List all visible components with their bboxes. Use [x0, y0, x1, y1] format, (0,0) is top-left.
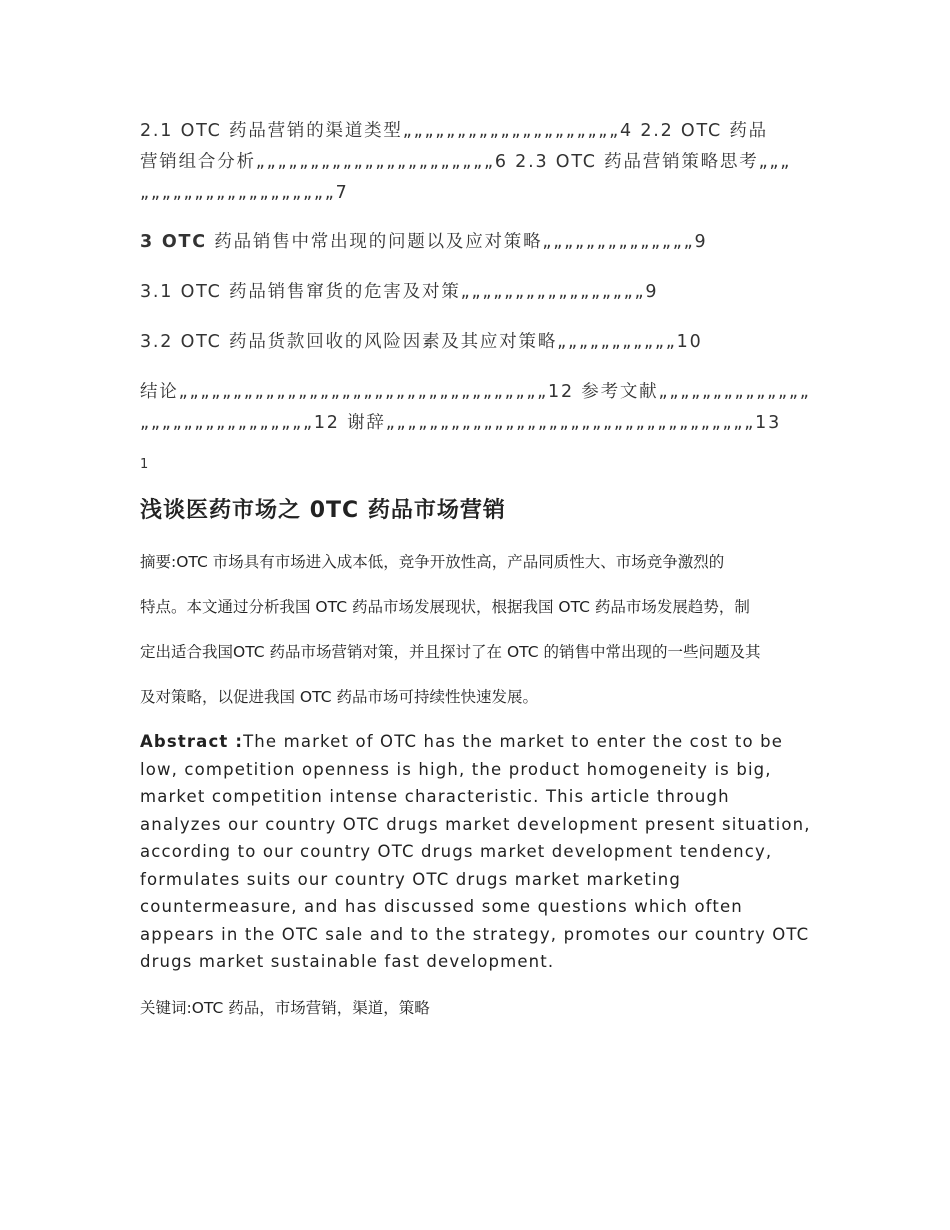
toc-entry-2-1: 2.1 OTC 药品营销的渠道类型„„„„„„„„„„„„„„„„„„„„4 2.2 OTC 药品 — [140, 121, 768, 141]
keywords: 关键词:OTC 药品，市场营销，渠道，策略 — [140, 998, 430, 1017]
toc-entry-acknowledgement: „„„„„„„„„„„„„„„„12 谢辞„„„„„„„„„„„„„„„„„„„„„„„„„„„„„„„„„„13 — [140, 413, 782, 433]
abstract-en — [140, 728, 812, 976]
title-prefix: 浅谈医药市场之 — [140, 498, 302, 523]
toc-section-2 — [140, 116, 812, 209]
toc-entry-3-1: 3.1 OTC 药品销售窜货的危害及对策„„„„„„„„„„„„„„„„„9 — [140, 282, 659, 302]
toc-entry-2-2: 营销组合分析„„„„„„„„„„„„„„„„„„„„„„6 2.3 OTC 药品营销策略思考„„„ — [140, 152, 792, 172]
toc-section-end — [140, 377, 812, 439]
abstract-en-label: Abstract : — [140, 732, 244, 751]
toc-entry-chapter-3 — [140, 227, 812, 258]
abstract-cn-paragraph-3: 定出适合我国OTC 药品市场营销对策，并且探讨了在 OTC 的销售中常出现的一些问题及其 — [140, 643, 761, 661]
toc-chapter-3-title: 药品销售中常出现的问题以及应对策略„„„„„„„„„„„„„„9 — [206, 232, 708, 252]
abstract-en-text: The market of OTC has the market to enter the cost to be low, competition openness is high, the product homogeneity is big, market competition intense characteristic. This article through analyzes our country OTC drugs market development present situation, according to our country OTC drugs market development tendency, formulates suits our country OTC drugs market marketing countermeasure, and has discussed some questions which often appears in the OTC sale and to the strategy, promotes our country OTC drugs market sustainable fast development. — [140, 732, 811, 971]
page-number: 1 — [140, 457, 149, 472]
abstract-cn-paragraph-1: 摘要:OTC 市场具有市场进入成本低，竞争开放性高，产品同质性大、市场竞争激烈的 — [140, 553, 725, 571]
title-suffix: 药品市场营销 — [367, 498, 506, 523]
toc-entry-2-3: „„„„„„„„„„„„„„„„„„7 — [140, 183, 349, 203]
toc-entry-3-2: 3.2 OTC 药品货款回收的风险因素及其应对策略„„„„„„„„„„„10 — [140, 332, 703, 352]
toc-entry-conclusion: 结论„„„„„„„„„„„„„„„„„„„„„„„„„„„„„„„„„„12 参考文献„„„„„„„„„„„„„„ — [140, 382, 811, 402]
abstract-cn-paragraph-4: 及对策略，以促进我国 OTC 药品市场可持续性快速发展。 — [140, 688, 538, 706]
toc-chapter-3-number: 3 OTC — [140, 232, 207, 252]
page-content — [140, 116, 812, 1022]
title-bold: 0TC — [309, 498, 360, 523]
abstract-cn-paragraph-2: 特点。本文通过分析我国 OTC 药品市场发展现状，根据我国 OTC 药品市场发展趋势，制 — [140, 598, 750, 616]
page-title — [140, 496, 812, 526]
